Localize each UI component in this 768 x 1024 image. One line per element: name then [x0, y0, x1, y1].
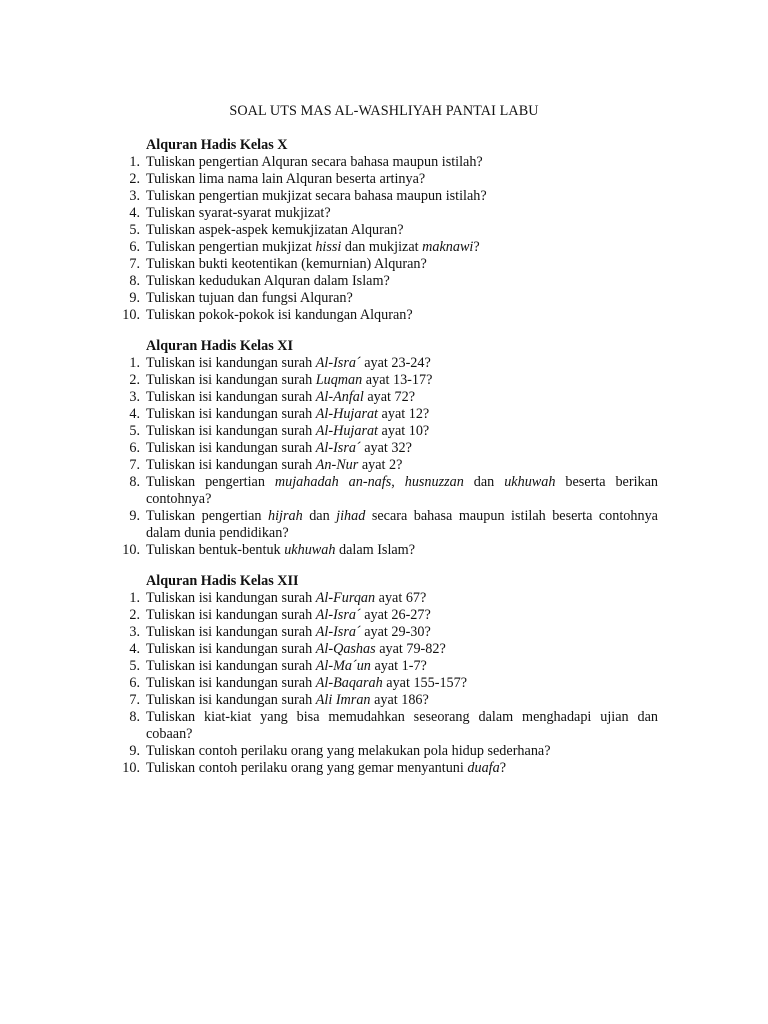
text-run: Tuliskan kiat-kiat yang bisa memudahkan seseorang dalam menghadapi ujian dan cobaan? [146, 709, 658, 742]
question-text [146, 372, 658, 389]
italic-term: Ali Imran [315, 692, 371, 708]
italic-term: Luqman [315, 372, 363, 388]
question-text [146, 692, 658, 709]
question-item [110, 658, 658, 675]
text-run: Tuliskan isi kandungan surah [146, 675, 316, 691]
question-text [146, 760, 658, 777]
question-number: 5. [129, 658, 140, 674]
text-run: Tuliskan pokok-pokok isi kandungan Alquran? [146, 307, 413, 323]
question-text [146, 607, 658, 624]
italic-term: Al-Ma´un [315, 658, 371, 674]
question-text [146, 154, 658, 171]
question-text [146, 406, 658, 423]
text-run: Tuliskan isi kandungan surah [146, 389, 316, 405]
text-run: ? [499, 760, 507, 776]
text-run: ayat 1-7? [370, 658, 427, 674]
text-run: Tuliskan contoh perilaku orang yang gemar menyantuni [146, 760, 468, 776]
question-number: 6. [129, 440, 140, 456]
question-number: 7. [129, 692, 140, 708]
question-item [110, 307, 658, 324]
italic-term: Al-Qashas [315, 641, 376, 657]
question-text [146, 590, 658, 607]
text-run: Tuliskan isi kandungan surah [146, 372, 316, 388]
question-item [110, 624, 658, 641]
question-number: 2. [129, 171, 140, 187]
text-run: ayat 186? [370, 692, 429, 708]
italic-term: Al-Anfal [315, 389, 364, 405]
question-number: 7. [129, 457, 140, 473]
italic-term: ukhuwah [504, 474, 556, 490]
text-run: dan [302, 508, 337, 524]
question-text [146, 290, 658, 307]
italic-term: jihad [336, 508, 366, 524]
question-number: 9. [129, 508, 140, 524]
question-number: 4. [129, 406, 140, 422]
question-text [146, 709, 658, 743]
question-item [110, 239, 658, 256]
question-text [146, 256, 658, 273]
italic-term: Al-Isra´ [315, 624, 361, 640]
italic-term: Al-Hujarat [315, 406, 378, 422]
text-run: Tuliskan aspek-aspek kemukjizatan Alquran? [146, 222, 404, 238]
question-item [110, 760, 658, 777]
question-number: 2. [129, 607, 140, 623]
question-item [110, 171, 658, 188]
question-number: 3. [129, 188, 140, 204]
italic-term: ukhuwah [284, 542, 336, 558]
question-item [110, 641, 658, 658]
text-run: Tuliskan isi kandungan surah [146, 607, 316, 623]
question-number: 5. [129, 222, 140, 238]
text-run: Tuliskan isi kandungan surah [146, 590, 316, 606]
question-item [110, 290, 658, 307]
text-run: dalam Islam? [335, 542, 416, 558]
text-run: Tuliskan isi kandungan surah [146, 457, 316, 473]
question-item [110, 709, 658, 743]
text-run: Tuliskan isi kandungan surah [146, 641, 316, 657]
question-text [146, 355, 658, 372]
question-text [146, 508, 658, 542]
question-item [110, 440, 658, 457]
text-run: Tuliskan isi kandungan surah [146, 406, 316, 422]
question-text [146, 423, 658, 440]
text-run: ayat 13-17? [362, 372, 433, 388]
question-text [146, 457, 658, 474]
question-item [110, 222, 658, 239]
italic-term: Al-Furqan [315, 590, 376, 606]
question-number: 5. [129, 423, 140, 439]
question-text [146, 239, 658, 256]
question-item [110, 273, 658, 290]
text-run: ayat 155-157? [382, 675, 468, 691]
question-text [146, 307, 658, 324]
text-run: Tuliskan bentuk-bentuk [146, 542, 285, 558]
text-run: ayat 23-24? [360, 355, 431, 371]
text-run: ayat 12? [378, 406, 430, 422]
question-number: 4. [129, 641, 140, 657]
text-run: Tuliskan pengertian Alquran secara bahasa maupun istilah? [146, 154, 483, 170]
question-number: 1. [129, 590, 140, 606]
question-text [146, 188, 658, 205]
question-item [110, 692, 658, 709]
question-number: 10. [122, 307, 140, 323]
question-item [110, 188, 658, 205]
text-run: Tuliskan isi kandungan surah [146, 355, 316, 371]
text-run: ayat 67? [375, 590, 427, 606]
question-item [110, 607, 658, 624]
question-text [146, 222, 658, 239]
section-kelas-xi [110, 338, 658, 559]
question-text [146, 440, 658, 457]
section-heading: Alquran Hadis Kelas XII [146, 573, 299, 589]
section-kelas-x [110, 137, 658, 324]
question-number: 10. [122, 542, 140, 558]
text-run: ayat 79-82? [375, 641, 446, 657]
text-run: Tuliskan isi kandungan surah [146, 624, 316, 640]
question-number: 8. [129, 709, 140, 725]
italic-term: Al-Isra´ [315, 355, 361, 371]
question-list [110, 590, 658, 777]
question-number: 3. [129, 624, 140, 640]
italic-term: mujahadah an-nafs [274, 474, 392, 490]
question-text [146, 389, 658, 406]
question-number: 7. [129, 256, 140, 272]
question-item [110, 508, 658, 542]
question-number: 8. [129, 273, 140, 289]
question-number: 8. [129, 474, 140, 490]
italic-term: duafa [467, 760, 500, 776]
question-text [146, 474, 658, 508]
question-item [110, 256, 658, 273]
text-run: Tuliskan bukti keotentikan (kemurnian) Alquran? [146, 256, 427, 272]
text-run: dan mukjizat [341, 239, 423, 255]
question-number: 3. [129, 389, 140, 405]
question-item [110, 743, 658, 760]
text-run: Tuliskan syarat-syarat mukjizat? [146, 205, 331, 221]
question-text [146, 542, 658, 559]
text-run: secara bahasa maupun istilah beserta contohnya dalam dunia pendidikan? [146, 508, 658, 541]
italic-term: hijrah [268, 508, 303, 524]
text-run: ayat 29-30? [360, 624, 431, 640]
question-number: 1. [129, 154, 140, 170]
text-run: ayat 10? [378, 423, 430, 439]
text-run: Tuliskan contoh perilaku orang yang melakukan pola hidup sederhana? [146, 743, 551, 759]
question-item [110, 542, 658, 559]
question-item [110, 154, 658, 171]
text-run: Tuliskan isi kandungan surah [146, 423, 316, 439]
question-item [110, 355, 658, 372]
question-item [110, 389, 658, 406]
italic-term: Al-Isra´ [315, 607, 361, 623]
text-run: Tuliskan pengertian [146, 474, 275, 490]
question-item [110, 590, 658, 607]
question-number: 9. [129, 290, 140, 306]
question-number: 1. [129, 355, 140, 371]
text-run: Tuliskan isi kandungan surah [146, 658, 316, 674]
question-text [146, 171, 658, 188]
text-run: , [391, 474, 405, 490]
text-run: Tuliskan lima nama lain Alquran beserta artinya? [146, 171, 426, 187]
section-heading: Alquran Hadis Kelas XI [146, 338, 294, 354]
question-item [110, 423, 658, 440]
text-run: Tuliskan isi kandungan surah [146, 440, 316, 456]
question-text [146, 675, 658, 692]
italic-term: Al-Hujarat [315, 423, 378, 439]
question-number: 2. [129, 372, 140, 388]
italic-term: An-Nur [315, 457, 359, 473]
section-heading: Alquran Hadis Kelas X [146, 137, 288, 153]
document-title: SOAL UTS MAS AL-WASHLIYAH PANTAI LABU [229, 103, 539, 119]
question-number: 4. [129, 205, 140, 221]
question-item [110, 372, 658, 389]
text-run: dan [463, 474, 505, 490]
text-run: ayat 72? [363, 389, 416, 405]
italic-term: maknawi [422, 239, 474, 255]
text-run: ? [473, 239, 480, 255]
question-number: 9. [129, 743, 140, 759]
question-item [110, 205, 658, 222]
question-number: 6. [129, 675, 140, 691]
question-text [146, 624, 658, 641]
italic-term: Al-Isra´ [315, 440, 361, 456]
text-run: Tuliskan pengertian mukjizat secara bahasa maupun istilah? [146, 188, 487, 204]
text-run: Tuliskan kedudukan Alquran dalam Islam? [146, 273, 390, 289]
question-item [110, 457, 658, 474]
text-run: Tuliskan pengertian [146, 508, 269, 524]
question-item [110, 474, 658, 508]
text-run: ayat 32? [360, 440, 412, 456]
question-item [110, 406, 658, 423]
text-run: Tuliskan pengertian mukjizat [146, 239, 316, 255]
italic-term: hissi [315, 239, 342, 255]
section-kelas-xii [110, 573, 658, 777]
text-run: ayat 2? [358, 457, 403, 473]
question-list [110, 154, 658, 324]
question-number: 10. [122, 760, 140, 776]
text-run: beserta berikan contohnya? [146, 474, 659, 507]
question-item [110, 675, 658, 692]
text-run: Tuliskan tujuan dan fungsi Alquran? [146, 290, 353, 306]
question-text [146, 658, 658, 675]
question-text [146, 205, 658, 222]
question-text [146, 641, 658, 658]
question-number: 6. [129, 239, 140, 255]
question-text [146, 743, 658, 760]
question-list [110, 355, 658, 559]
question-text [146, 273, 658, 290]
text-run: ayat 26-27? [360, 607, 431, 623]
italic-term: Al-Baqarah [315, 675, 383, 691]
text-run: Tuliskan isi kandungan surah [146, 692, 316, 708]
italic-term: husnuzzan [404, 474, 464, 490]
